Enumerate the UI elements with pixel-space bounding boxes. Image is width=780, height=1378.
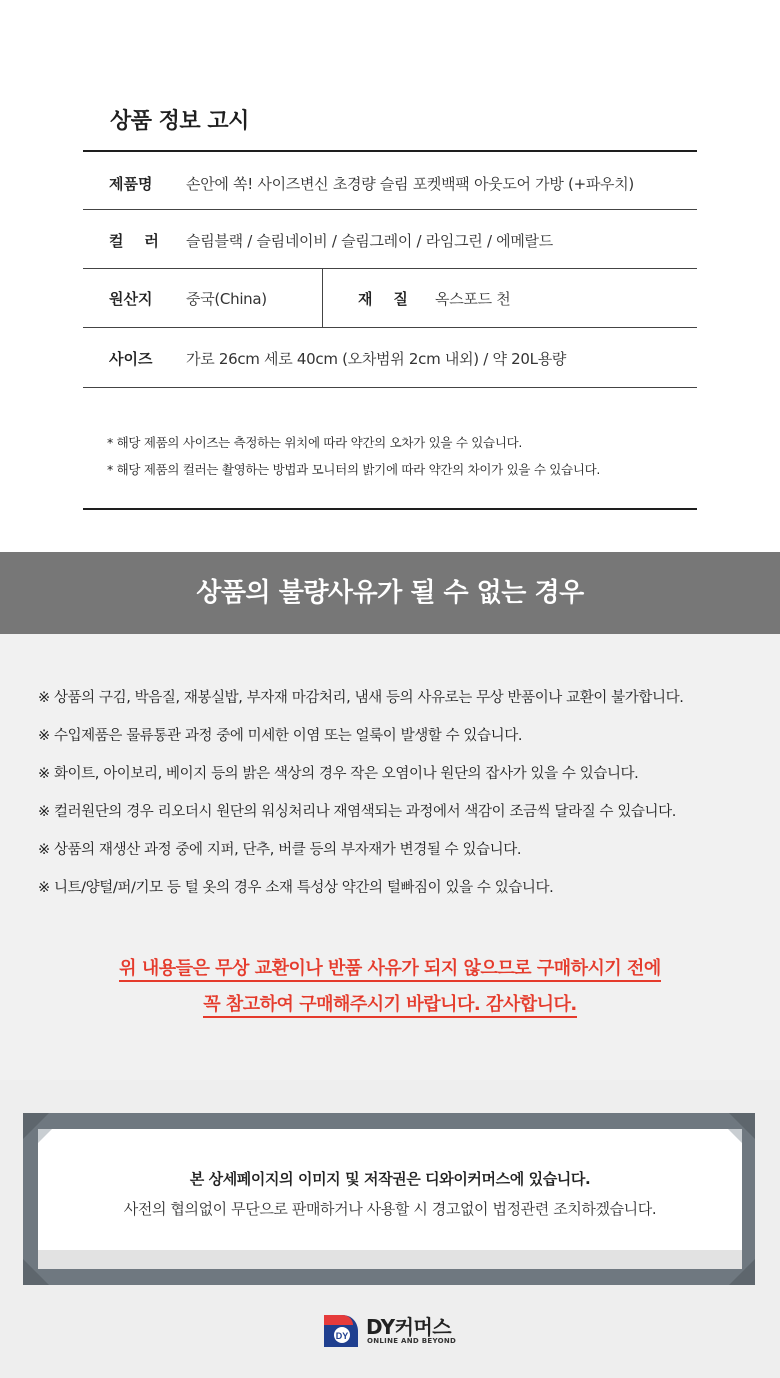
row-value-size: 가로 26cm 세로 40cm (오차범위 2cm 내외) / 약 20L용량: [186, 350, 567, 368]
warning-line-2: [0, 990, 780, 1016]
list-item: ※ 니트/양털/퍼/기모 등 털 옷의 경우 소재 특성상 약간의 털빠짐이 있을 수 있습니다.: [38, 880, 554, 896]
dy-commerce-logo: [322, 1309, 462, 1359]
list-item: ※ 컬러원단의 경우 리오더시 원단의 워싱처리나 재염색되는 과정에서 색감이 조금씩 달라질 수 있습니다.: [38, 804, 676, 820]
table-divider: [83, 327, 697, 328]
row-value-material: 옥스포드 천: [435, 290, 511, 308]
list-item: ※ 화이트, 아이보리, 베이지 등의 밝은 색상의 경우 작은 오염이나 원단의 잡사가 있을 수 있습니다.: [38, 766, 639, 782]
copyright-section: [0, 1080, 780, 1378]
copyright-line-1: 본 상세페이지의 이미지 및 저작권은 디와이커머스에 있습니다.: [189, 1170, 591, 1188]
copyright-panel-footer: [38, 1250, 742, 1269]
product-info-title: 상품 정보 고시: [110, 109, 249, 134]
info-note: * 해당 제품의 컬러는 촬영하는 방법과 모니터의 밝기에 따라 약간의 차이가 있을 수 있습니다.: [107, 462, 601, 477]
list-item: ※ 상품의 구김, 박음질, 재봉실밥, 부자재 마감처리, 냄새 등의 사유로는 무상 반품이나 교환이 불가합니다.: [38, 690, 684, 706]
product-info-section: [0, 0, 780, 552]
list-item: ※ 수입제품은 물류통관 과정 중에 미세한 이염 또는 얼룩이 발생할 수 있습니다.: [38, 728, 523, 744]
copyright-line-2: 사전의 협의없이 무단으로 판매하거나 사용할 시 경고없이 법정관련 조치하겠습니다.: [123, 1200, 657, 1218]
table-bottom-rule: [83, 508, 697, 510]
row-label-color: 컬 러: [109, 232, 159, 250]
logo-tagline: ONLINE AND BEYOND: [367, 1337, 457, 1345]
dy-logo-mark-text: DY: [335, 1331, 349, 1341]
row-value-origin: 중국(China): [186, 290, 267, 308]
table-vertical-divider: [322, 269, 323, 327]
dy-logo-mark-icon: [322, 1311, 360, 1351]
row-value-color: 슬림블랙 / 슬림네이비 / 슬림그레이 / 라임그린 / 에메랄드: [186, 232, 553, 250]
info-note: * 해당 제품의 사이즈는 측정하는 위치에 따라 약간의 오차가 있을 수 있습니다.: [107, 435, 523, 450]
warning-text: 위 내용들은 무상 교환이나 반품 사유가 되지 않으므로 구매하시기 전에: [119, 958, 661, 982]
table-divider: [83, 209, 697, 210]
row-label-origin: 원산지: [109, 290, 153, 308]
table-top-rule: [83, 150, 697, 152]
logo-name: DY커머스: [366, 1315, 452, 1339]
warning-text: 꼭 참고하여 구매해주시기 바랍니다. 감사합니다.: [203, 994, 577, 1018]
defect-exclusion-notice: [0, 634, 780, 1080]
banner-title: 상품의 불량사유가 될 수 없는 경우: [196, 578, 584, 608]
defect-exclusion-banner: [0, 552, 780, 634]
notice-list: [38, 684, 683, 912]
table-divider: [83, 387, 697, 388]
row-label-size: 사이즈: [109, 350, 153, 368]
table-divider: [83, 268, 697, 269]
info-notes: [107, 429, 600, 483]
row-label-product-name: 제품명: [109, 175, 153, 193]
row-value-product-name: 손안에 쏙! 사이즈변신 초경량 슬림 포켓백팩 아웃도어 가방 (+파우치): [186, 175, 634, 193]
list-item: ※ 상품의 재생산 과정 중에 지퍼, 단추, 버클 등의 부자재가 변경될 수 있습니다.: [38, 842, 522, 858]
row-label-material: 재 질: [358, 290, 408, 308]
warning-line-1: [0, 954, 780, 980]
